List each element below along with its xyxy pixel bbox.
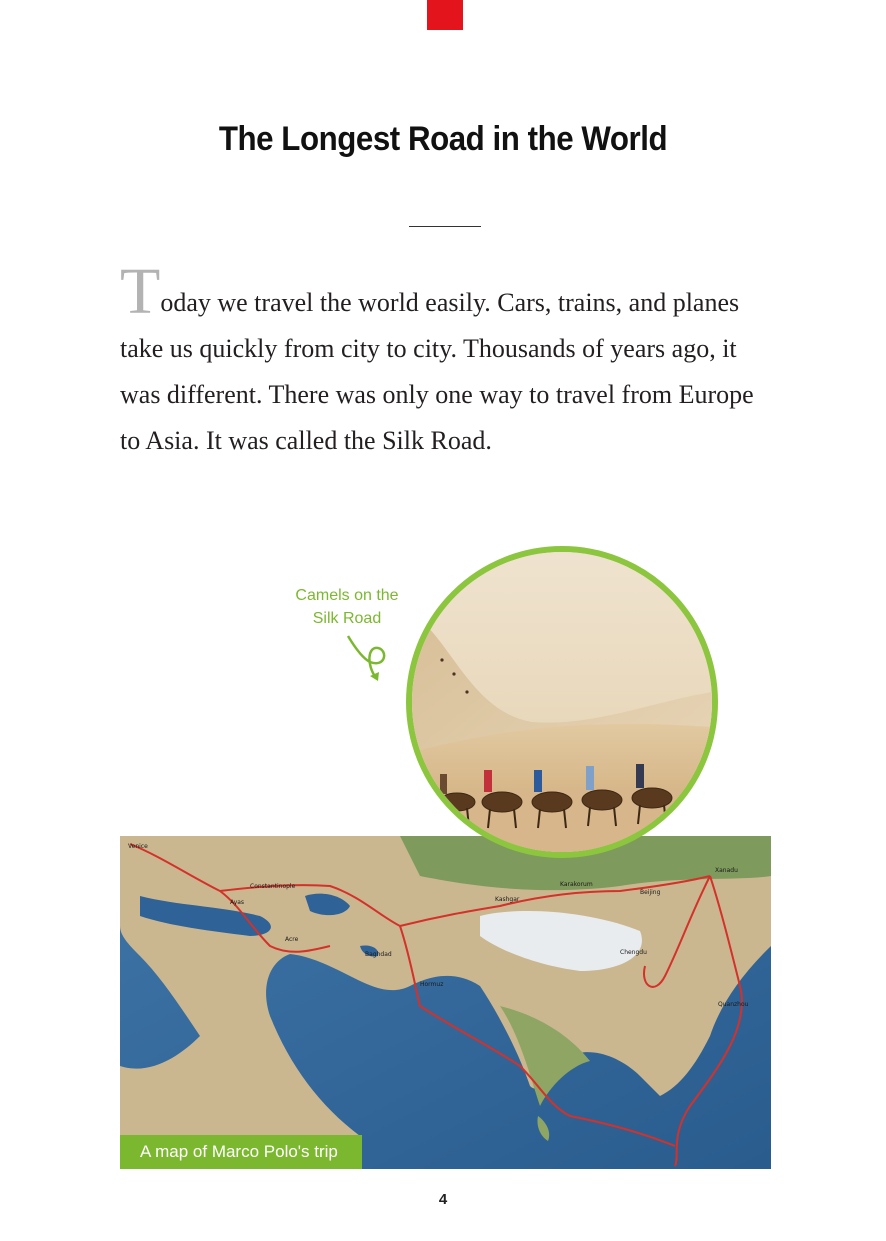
svg-text:Chengdu: Chengdu bbox=[620, 949, 647, 956]
svg-text:Karakorum: Karakorum bbox=[560, 881, 593, 888]
svg-text:Baghdad: Baghdad bbox=[365, 951, 392, 958]
page-number: 4 bbox=[438, 1191, 448, 1208]
photo-caption-line2: Silk Road bbox=[312, 610, 382, 627]
drop-cap: T bbox=[120, 255, 161, 328]
title-divider bbox=[409, 226, 481, 227]
map-caption: A map of Marco Polo's trip bbox=[120, 1135, 362, 1169]
page-title: The Longest Road in the World bbox=[218, 120, 668, 158]
svg-text:Beijing: Beijing bbox=[640, 889, 661, 896]
svg-text:Quanzhou: Quanzhou bbox=[718, 1001, 749, 1008]
curly-arrow-icon bbox=[340, 632, 400, 684]
svg-text:Venice: Venice bbox=[128, 843, 148, 850]
camels-photo bbox=[406, 546, 718, 858]
marco-polo-map bbox=[120, 836, 771, 1169]
svg-text:Acre: Acre bbox=[285, 936, 299, 943]
svg-text:Ayas: Ayas bbox=[230, 899, 245, 906]
paragraph-text: oday we travel the world easily. Cars, trains, and planes take us quickly from city to city. Thousands of years ago, it was different. There was only one way to travel from Europe to Asia. It was called the Silk Road. bbox=[120, 288, 754, 455]
photo-caption bbox=[282, 584, 412, 630]
intro-paragraph bbox=[120, 255, 760, 464]
svg-text:Xanadu: Xanadu bbox=[715, 867, 738, 874]
svg-text:Kashgar: Kashgar bbox=[495, 896, 520, 903]
top-red-tab bbox=[427, 0, 463, 30]
photo-caption-line1: Camels on the bbox=[295, 587, 399, 604]
svg-text:Constantinople: Constantinople bbox=[250, 883, 296, 890]
svg-text:Hormuz: Hormuz bbox=[420, 981, 444, 988]
